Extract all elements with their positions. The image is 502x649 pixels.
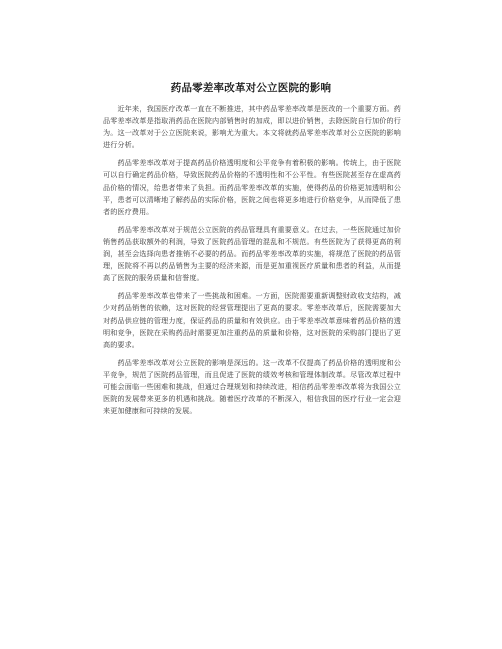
document-title: 药品零差率改革对公立医院的影响	[170, 82, 332, 94]
paragraph-4: 药品零差率改革也带来了一些挑战和困难。一方面，医院需要重新调整财政收支结构，减少对药品销售的依赖，这对医院的经营管理提出了更高的要求。零差率改革后，医院需要加大对药品供应链的管理力度，保证药品的质量和有效供应。由于零差率改革意味着药品价格的透明和竞争，医院在采购药品时需要更加注重药品的质量和价格，这对医院的采购部门提出了更高的要求。	[103, 291, 401, 349]
paragraph-2: 药品零差率改革对于提高药品价格透明度和公平竞争有着积极的影响。传统上，由于医院可以自行确定药品价格，导致医院药品价格的不透明性和不公平性。有些医院甚至存在虚高药品价格的情况，给患者带来了负担。而药品零差率改革的实施，使得药品的价格更加透明和公平，患者可以清晰地了解药品的实际价格，医院之间也将更多地进行价格竞争，从而降低了患者的医疗费用。	[103, 158, 401, 216]
document-body	[103, 103, 401, 423]
paragraph-1: 近年来，我国医疗改革一直在不断推进，其中药品零差率改革是医改的一个重要方面。药品零差率改革是指取消药品在医院内部销售时的加成，即以进价销售，去除医院自行加价的行为。这一改革对于公立医院来说，影响尤为重大。本文将就药品零差率改革对公立医院的影响进行分析。	[103, 104, 401, 150]
paragraph-3: 药品零差率改革对于规范公立医院的药品管理具有重要意义。在过去，一些医院通过加价销售药品获取额外的利润，导致了医院药品管理的混乱和不规范。有些医院为了获得更高的利润，甚至会选择向患者推销不必要的药品。而药品零差率改革的实施，将规范了医院的药品管理，医院将不再以药品销售为主要的经济来源，而是更加重视医疗质量和患者的利益，从而提高了医院的服务质量和信誉度。	[103, 224, 401, 283]
paragraph-5: 药品零差率改革对公立医院的影响是深远的。这一改革不仅提高了药品价格的透明度和公平竞争，规范了医院药品管理，而且促进了医院的绩效考核和管理体制改革。尽管改革过程中可能会面临一些困难和挑战，但通过合理规划和持续改进，相信药品零差率改革将为我国公立医院的发展带来更多的机遇和挑战。随着医疗改革的不断深入，相信我国的医疗行业一定会迎来更加健康和可持续的发展。	[103, 357, 401, 416]
